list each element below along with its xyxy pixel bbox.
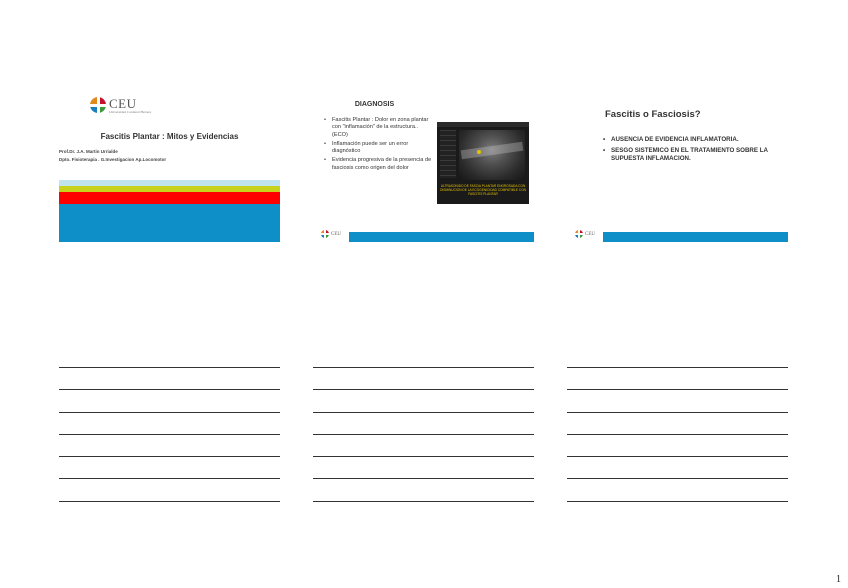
note-line: [313, 434, 534, 435]
note-line: [313, 412, 534, 413]
note-line: [59, 434, 280, 435]
footer-logo: [321, 230, 341, 238]
slide-1-title: Fascitis Plantar : Mitos y Evidencias: [100, 132, 239, 141]
footer-logo-text: CEU: [331, 231, 341, 237]
notes-lines-1: [59, 367, 280, 523]
department: Dpto. Fisioterapia . G.Investigacion Ap.Locomotor: [59, 157, 167, 162]
note-line: [313, 389, 534, 390]
bullet-item: • AUSENCIA DE EVIDENCIA INFLAMATORIA.: [603, 136, 783, 144]
note-line: [567, 412, 788, 413]
note-line: [567, 501, 788, 502]
bullet-item: • Inflamación puede ser un error diagnóstico: [323, 141, 433, 156]
logo-subtext: Universidad Cardenal Herrera: [109, 110, 152, 114]
stripe-blue: [59, 204, 280, 242]
footer-logo: [575, 230, 595, 238]
slide-2-title: DIAGNOSIS: [354, 101, 395, 108]
note-line: [313, 367, 534, 368]
ceu-logo: [90, 97, 151, 114]
bullet-item: • SESGO SISTEMICO EN EL TRATAMIENTO SOBRE LA SUPUESTA INFLAMACION.: [603, 147, 783, 163]
ceu-cross-icon: [575, 230, 583, 238]
note-line: [567, 367, 788, 368]
note-line: [313, 478, 534, 479]
ultrasound-caption: ULTRASONIDO DE FASCIA PLANTAR ENGROSADA CON DISMINUCION DE LA ECOGENICIDAD COMPATIBLE CON FASCITIS PLANTAR: [440, 184, 526, 196]
note-line: [567, 456, 788, 457]
note-line: [567, 434, 788, 435]
bullet-item: • Evidencia progresiva de la presencia de fasciosis como origen del dolor: [323, 157, 433, 172]
notes-lines-2: [313, 367, 534, 523]
note-line: [59, 389, 280, 390]
note-line: [59, 478, 280, 479]
bullet-item: • Fascitis Plantar : Dolor en zona plantar con "inflamación" de la estructura..(ECO): [323, 117, 433, 139]
note-line: [59, 501, 280, 502]
notes-lines-3: [567, 367, 788, 523]
note-line: [567, 389, 788, 390]
note-line: [567, 478, 788, 479]
note-line: [59, 456, 280, 457]
ultrasound-image: [437, 122, 529, 204]
page-number: 1: [836, 574, 841, 585]
footer-bar: [603, 232, 788, 242]
diagnosis-bullet-list: [323, 117, 433, 174]
slide-1-thumbnail: [59, 92, 280, 242]
slide-3-title: Fascitis o Fasciosis?: [605, 109, 701, 120]
slide-3-thumbnail: [567, 92, 788, 242]
logo-text: CEU: [109, 96, 137, 111]
slide-2-thumbnail: [313, 92, 534, 242]
footer-logo-text: CEU: [585, 231, 595, 237]
note-line: [313, 501, 534, 502]
stripe-red: [59, 192, 280, 204]
footer-bar: [349, 232, 534, 242]
note-line: [59, 367, 280, 368]
fasciosis-bullet-list: [603, 136, 783, 166]
author: Prof.Dr. J.A. Martin Urrialde: [59, 149, 118, 154]
note-line: [59, 412, 280, 413]
note-line: [313, 456, 534, 457]
ceu-cross-icon: [90, 97, 106, 113]
ceu-cross-icon: [321, 230, 329, 238]
